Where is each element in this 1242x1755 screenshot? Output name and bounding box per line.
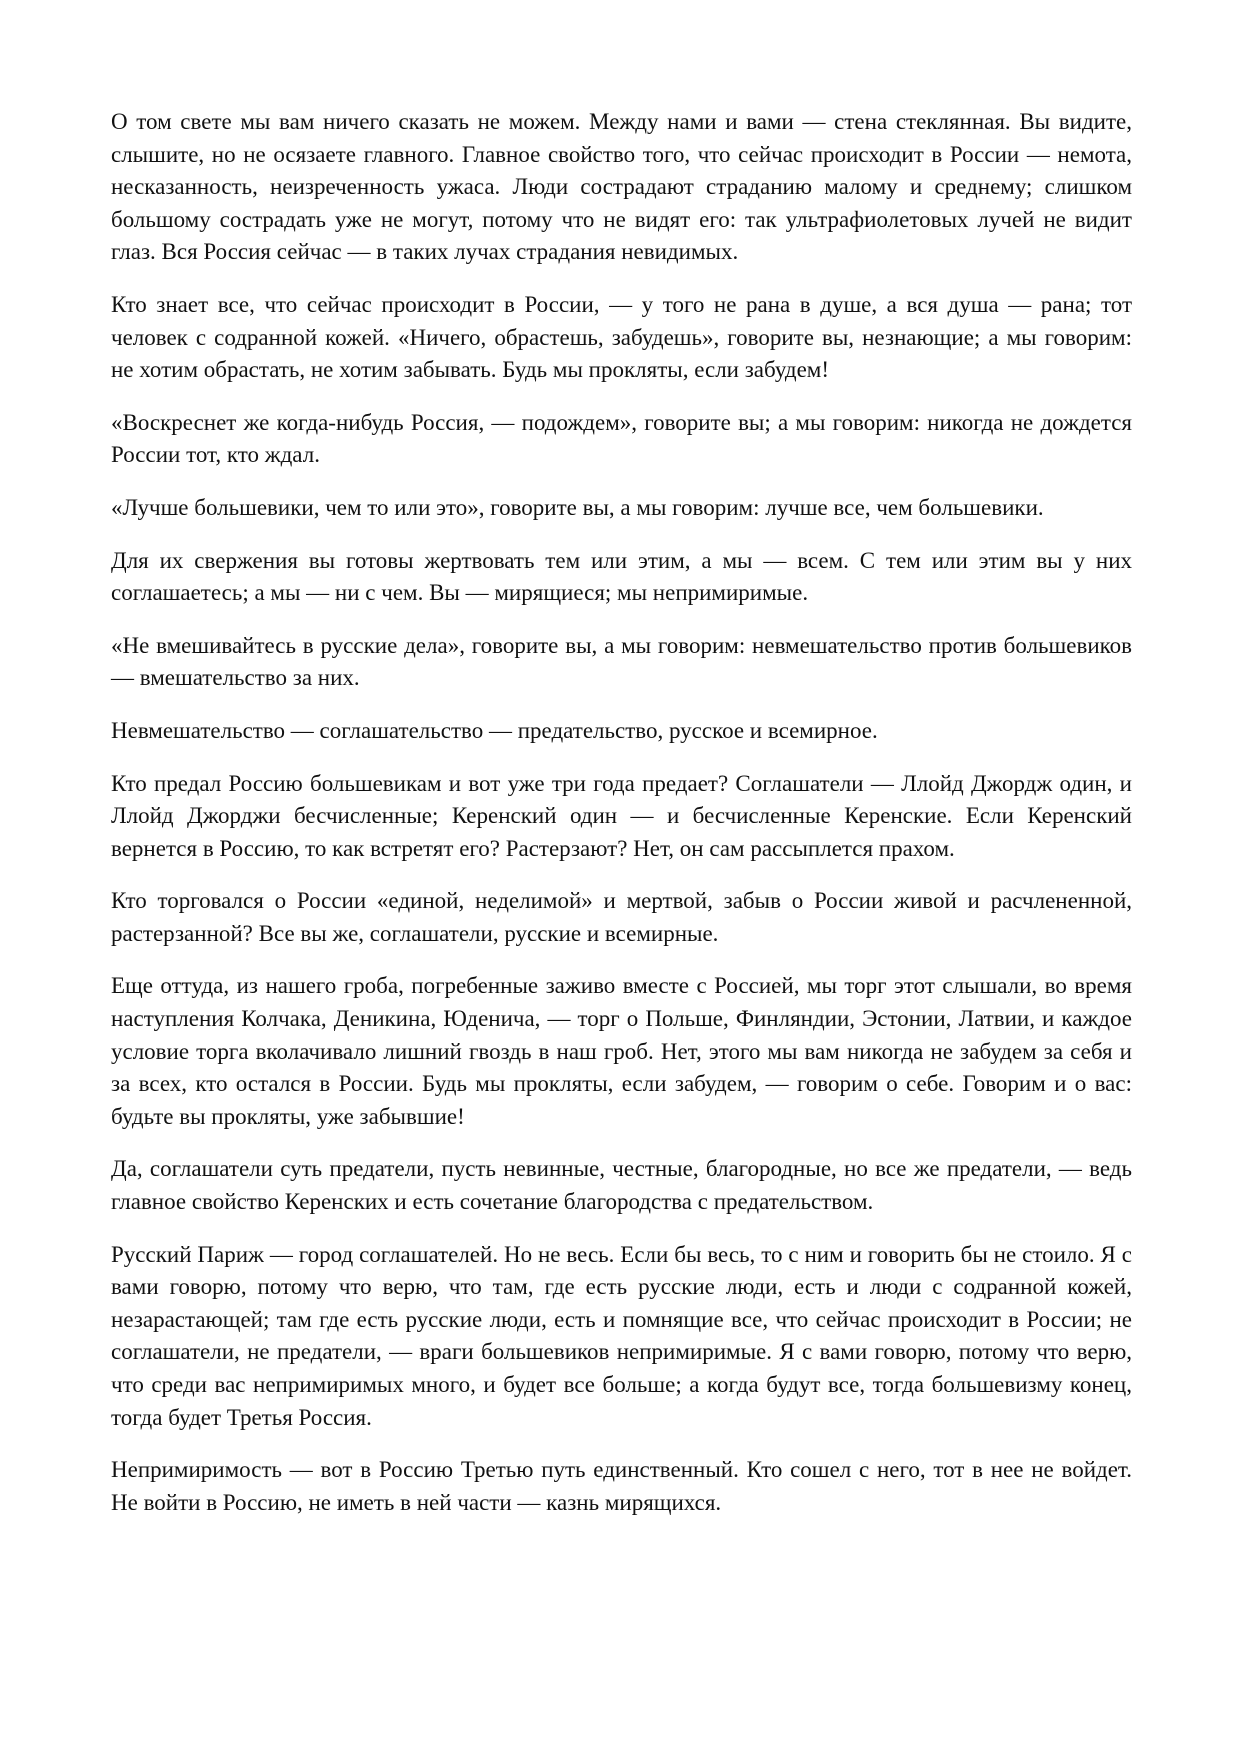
paragraph: О том свете мы вам ничего сказать не можем. Между нами и вами — стена стеклянная. Вы видите, слышите, но не осязаете главного. Главное свойство того, что сейчас происходит в России — немота, несказанность, неизреченность ужаса. Люди сострадают страданию малому и среднему; слишком большому сострадать уже не могут, потому что не видят его: так ультрафиолетовых лучей не видит глаз. Вся Россия сейчас — в таких лучах страдания невидимых. bbox=[111, 109, 1132, 265]
paragraph: Непримиримость — вот в Россию Третью путь единственный. Кто сошел с него, тот в нее не войдет. Не войти в Россию, не иметь в ней части — казнь мирящихся. bbox=[111, 1457, 1132, 1515]
paragraph: Для их свержения вы готовы жертвовать тем или этим, а мы — всем. С тем или этим вы у них соглашаетесь; а мы — ни с чем. Вы — мирящиеся; мы непримиримые. bbox=[111, 547, 1132, 606]
paragraph: Кто знает все, что сейчас происходит в России, — у того не рана в душе, а вся душа — рана; тот человек с содранной кожей. «Ничего, обрастешь, забудешь», говорите вы, незнающие; а мы говорим: не хотим обрастать, не хотим забывать. Будь мы прокляты, если забудем! bbox=[111, 291, 1132, 383]
paragraph: Кто торговался о России «единой, неделимой» и мертвой, забыв о России живой и расчлененной, растерзанной? Все вы же, соглашатели, русские и всемирные. bbox=[111, 888, 1132, 946]
paragraph: Еще оттуда, из нашего гроба, погребенные заживо вместе с Россией, мы торг этот слышали, во время наступления Колчака, Деникина, Юденича, — торг о Польше, Финляндии, Эстонии, Латвии, и каждое условие торга вколачивало лишний гвоздь в наш гроб. Нет, этого мы вам никогда не забудем за себя и за всех, кто остался в России. Будь мы прокляты, если забудем, — говорим о себе. Говорим и о вас: будьте вы прокляты, уже забывшие! bbox=[111, 973, 1132, 1129]
paragraph: «Воскреснет же когда-нибудь Россия, — подождем», говорите вы; а мы говорим: никогда не дождется России тот, кто ждал. bbox=[111, 409, 1132, 468]
paragraph: «Не вмешивайтесь в русские дела», говорите вы, а мы говорим: невмешательство против большевиков — вмешательство за них. bbox=[111, 632, 1132, 691]
paragraph: Да, соглашатели суть предатели, пусть невинные, честные, благородные, но все же предатели, — ведь главное свойство Керенских и есть сочетание благородства с предательством. bbox=[111, 1156, 1132, 1215]
paragraph: Русский Париж — город соглашателей. Но не весь. Если бы весь, то с ним и говорить бы не стоило. Я с вами говорю, потому что верю, что там, где есть русские люди, есть и люди с содранной кожей, незарастающей; там где есть русские люди, есть и помнящие все, что сейчас происходит в России; не соглашатели, не предатели, — враги большевиков непримиримые. Я с вами говорю, потому что верю, что среди вас непримиримых много, и будет все больше; а когда будут все, тогда большевизму конец, тогда будет Третья Россия. bbox=[111, 1241, 1132, 1430]
paragraph: «Лучше большевики, чем то или это», говорите вы, а мы говорим: лучше все, чем большевики. bbox=[111, 494, 1044, 520]
paragraph: Невмешательство — соглашательство — предательство, русское и всемирное. bbox=[111, 717, 878, 743]
paragraph: Кто предал Россию большевикам и вот уже три года предает? Соглашатели — Ллойд Джордж один, и Ллойд Джорджи бесчисленные; Керенский один — и бесчисленные Керенские. Если Керенский вернется в Россию, то как встретят его? Растерзают? Нет, он сам рассыплется прахом. bbox=[111, 770, 1132, 861]
